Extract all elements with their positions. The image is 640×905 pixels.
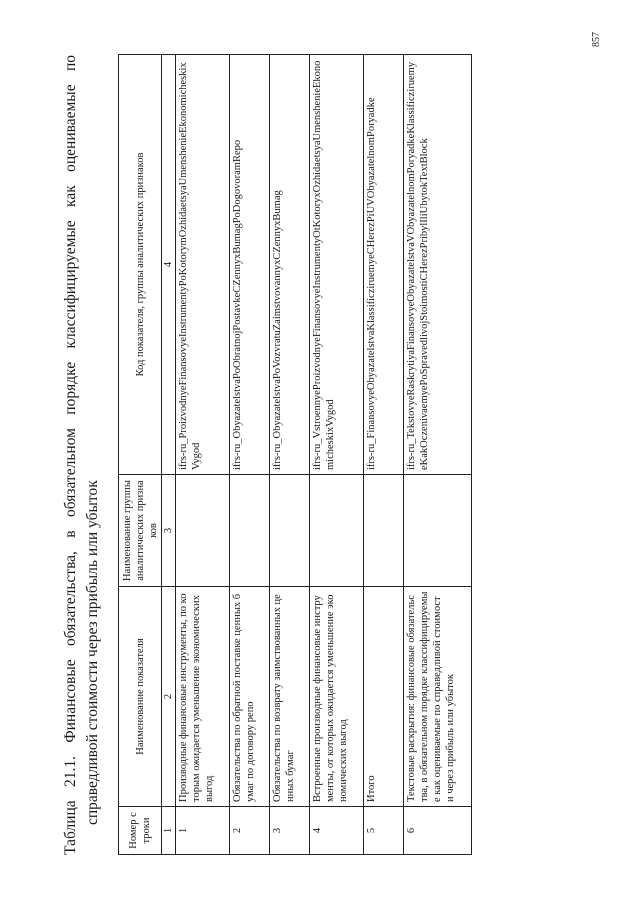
header-indicator-code: Код показателя, группы аналитических признаков — [119, 55, 162, 475]
indicator-code: ifrs-ru_FinansovyeObyazatelstvaKlassificziruemyeCHerezPiUVObyazatelnomPoryadke — [364, 55, 404, 475]
caption-line-1: Таблица 21.1. Финансовые обязательства, в обязательном порядке классифицируемые как оцениваемые по — [62, 55, 79, 855]
table-row — [176, 55, 230, 855]
table-row — [364, 55, 404, 855]
analytic-group-name — [176, 475, 230, 587]
row-number: 6 — [404, 807, 472, 855]
rotated-page-content — [60, 55, 456, 855]
table-row — [270, 55, 310, 855]
indicator-name: Текстовые раскрытия: финансовые обязательства, в обязательном порядке классифицируемые как оцениваемые по справедливой стоимости через прибыль или убыток — [404, 587, 472, 807]
indicator-name: Обязательства по возврату заимствованных ценных бумаг — [270, 587, 310, 807]
analytic-group-name — [230, 475, 270, 587]
indicator-code: ifrs-ru_ProizvodnyeFinansovyeInstrumentyPoKotorymOzhidaetsyaUmenshenieEkonomicheskixVygod — [176, 55, 230, 475]
column-number: 1 — [162, 807, 176, 855]
indicator-name: Обязательства по обратной поставке ценных бумаг по договору репо — [230, 587, 270, 807]
analytic-group-name — [310, 475, 364, 587]
analytic-group-name — [404, 475, 472, 587]
table-caption — [60, 55, 116, 855]
row-number: 4 — [310, 807, 364, 855]
indicator-code: ifrs-ru_TekstovyeRaskrytiyaFinansovyeObyazatelstvaVObyazatelnomPoryadkeKlassificziruemyeKakOczenivaemyePoSpravedlivojStoimostiCHerezPribylIliUbytokTextBlock — [404, 55, 472, 475]
indicator-name: Итого — [364, 587, 404, 807]
row-number: 3 — [270, 807, 310, 855]
indicator-name: Производные финансовые инструменты, по которым ожидается уменьшение экономических выгод — [176, 587, 230, 807]
column-number: 3 — [162, 475, 176, 587]
header-indicator-name: Наименование показателя — [119, 587, 162, 807]
row-number: 2 — [230, 807, 270, 855]
indicator-table — [118, 54, 472, 855]
header-row — [119, 55, 162, 855]
row-number: 1 — [176, 807, 230, 855]
header-row-number: Номер строки — [119, 807, 162, 855]
table-row — [404, 55, 472, 855]
header-analytic-group-name: Наименование группы аналитических признаков — [119, 475, 162, 587]
analytic-group-name — [364, 475, 404, 587]
indicator-code: ifrs-ru_ObyazatelstvaPoVozvratuZaimstvovannyxCZennyxBumag — [270, 55, 310, 475]
page-number: 857 — [591, 32, 602, 47]
caption-line-2: справедливой стоимости через прибыль или убыток — [84, 480, 101, 825]
row-number: 5 — [364, 807, 404, 855]
column-number: 4 — [162, 55, 176, 475]
analytic-group-name — [270, 475, 310, 587]
table-row — [310, 55, 364, 855]
column-number: 2 — [162, 587, 176, 807]
column-number-row — [162, 55, 176, 855]
indicator-code: ifrs-ru_VstroennyeProizvodnyeFinansovyeInstrumentyOtKotoryxOzhidaetsyaUmenshenieEkonomicheskixVygod — [310, 55, 364, 475]
indicator-name: Встроенные производные финансовые инструменты, от которых ожидается уменьшение экономических выгод — [310, 587, 364, 807]
table-row — [230, 55, 270, 855]
indicator-code: ifrs-ru_ObyazatelstvaPoObratnojPostavkeCZennyxBumagPoDogovoramRepo — [230, 55, 270, 475]
